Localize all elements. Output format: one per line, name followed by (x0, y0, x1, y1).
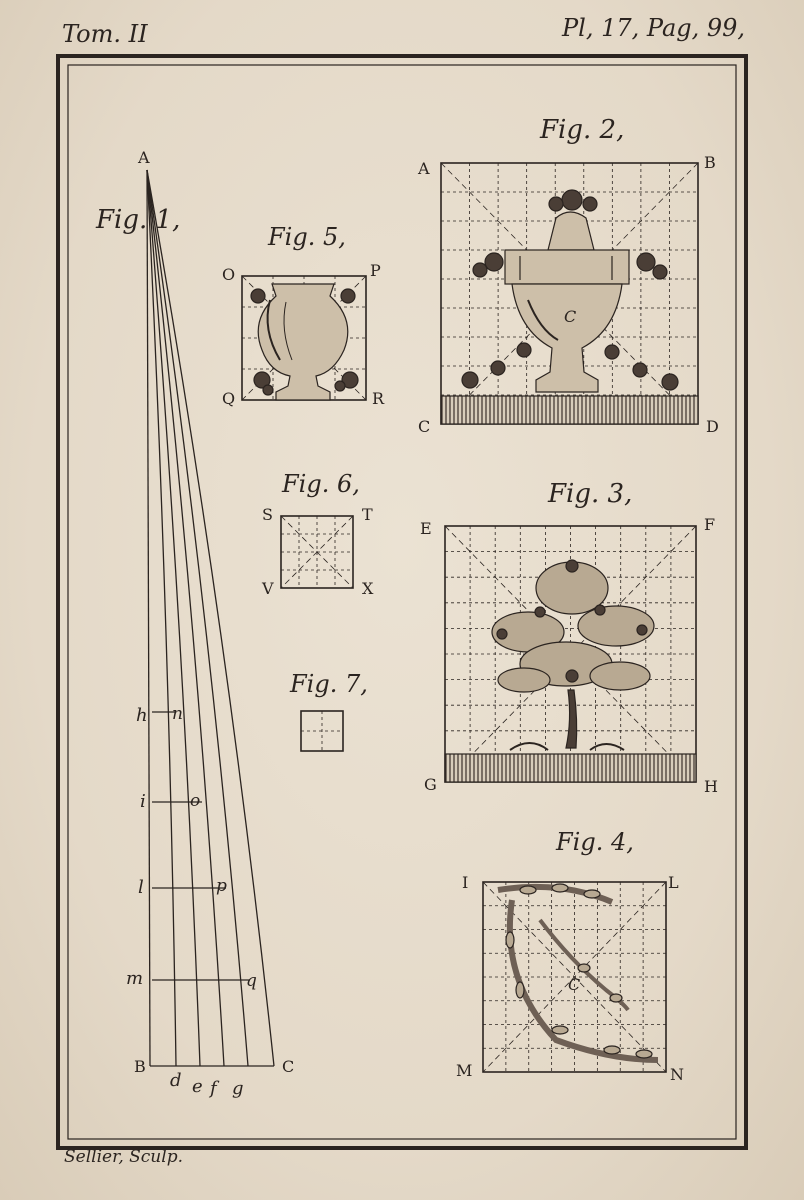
fig6-title: Fig. 6, (282, 470, 360, 498)
engraver-credit: Sellier, Sculp. (64, 1147, 183, 1167)
fig1-mark-f: f (210, 1078, 217, 1099)
fig1-mark-q: q (246, 971, 257, 991)
fig7-grid (301, 711, 343, 751)
fig3-corner-h: H (704, 777, 718, 796)
fig1-mark-n: n (172, 704, 183, 724)
figure-4-garland-grid (456, 828, 684, 1084)
fig1-mark-g: g (232, 1078, 244, 1099)
fig2-corner-c: C (418, 417, 431, 436)
fig1-point-c: C (282, 1057, 295, 1076)
fig6-corner-s: S (262, 505, 273, 524)
fig1-ray-line (147, 170, 224, 1066)
fig5-corner-q: Q (222, 389, 236, 408)
fig7-title: Fig. 7, (290, 670, 368, 698)
fig3-corner-e: E (420, 519, 432, 538)
fig6-corner-v: V (262, 579, 274, 598)
fig3-corner-g: G (424, 775, 437, 794)
figure-2-urn-grid (417, 115, 719, 436)
fig4-corner-m: M (456, 1061, 473, 1080)
fig3-corner-f: F (704, 515, 716, 534)
fig3-ground-hatching (445, 754, 696, 782)
fig5-corner-p: P (370, 261, 381, 280)
figure-3-tree-grid (420, 479, 718, 796)
fig1-mark-d: d (170, 1070, 182, 1091)
fig2-title: Fig. 2, (540, 115, 625, 145)
fig6-corner-x: X (362, 579, 374, 598)
fig1-mark-m: m (126, 968, 144, 989)
fig1-mark-p: p (216, 876, 227, 896)
fig2-center-c: C (564, 307, 577, 326)
fig3-title: Fig. 3, (548, 479, 633, 509)
fig1-point-b: B (134, 1057, 146, 1076)
plate-reference: Pl, 17, Pag, 99, (562, 14, 746, 42)
fig5-title: Fig. 5, (268, 223, 346, 251)
fig1-converging-lines (147, 170, 274, 1066)
fig5-corner-r: R (372, 389, 385, 408)
volume-label: Tom. II (62, 20, 148, 48)
fig1-mark-o: o (190, 791, 201, 811)
fig1-mark-l: l (138, 877, 144, 898)
fig4-corner-i: I (462, 873, 469, 892)
figure-6-grid (261, 470, 374, 598)
fig1-ray-line (147, 170, 150, 1066)
fig6-corner-t: T (362, 505, 373, 524)
fig6-grid (281, 516, 353, 588)
fig3-tree-drawing (492, 560, 654, 750)
fig4-garland-drawing (498, 884, 658, 1060)
fig2-corner-b: B (704, 153, 716, 172)
fig4-title: Fig. 4, (556, 828, 634, 856)
fig4-corner-n: N (670, 1065, 684, 1084)
figure-7-grid (289, 670, 368, 751)
fig4-corner-l: L (668, 873, 679, 892)
fig2-corner-d: D (706, 417, 719, 436)
fig1-title: Fig. 1, (96, 205, 181, 235)
fig2-corner-a: A (418, 159, 430, 178)
fig1-point-a: A (138, 148, 150, 167)
figure-5-vase-grid (222, 223, 385, 408)
fig1-mark-e: e (192, 1076, 203, 1097)
fig4-center-c: C (568, 975, 581, 994)
fig2-ground-hatching (441, 396, 698, 424)
fig1-mark-h: h (136, 705, 148, 726)
fig2-urn-drawing (462, 190, 678, 392)
fig5-corner-o: O (222, 265, 236, 284)
fig1-mark-i: i (140, 791, 146, 812)
figure-1-perspective-diagram (95, 148, 294, 1099)
